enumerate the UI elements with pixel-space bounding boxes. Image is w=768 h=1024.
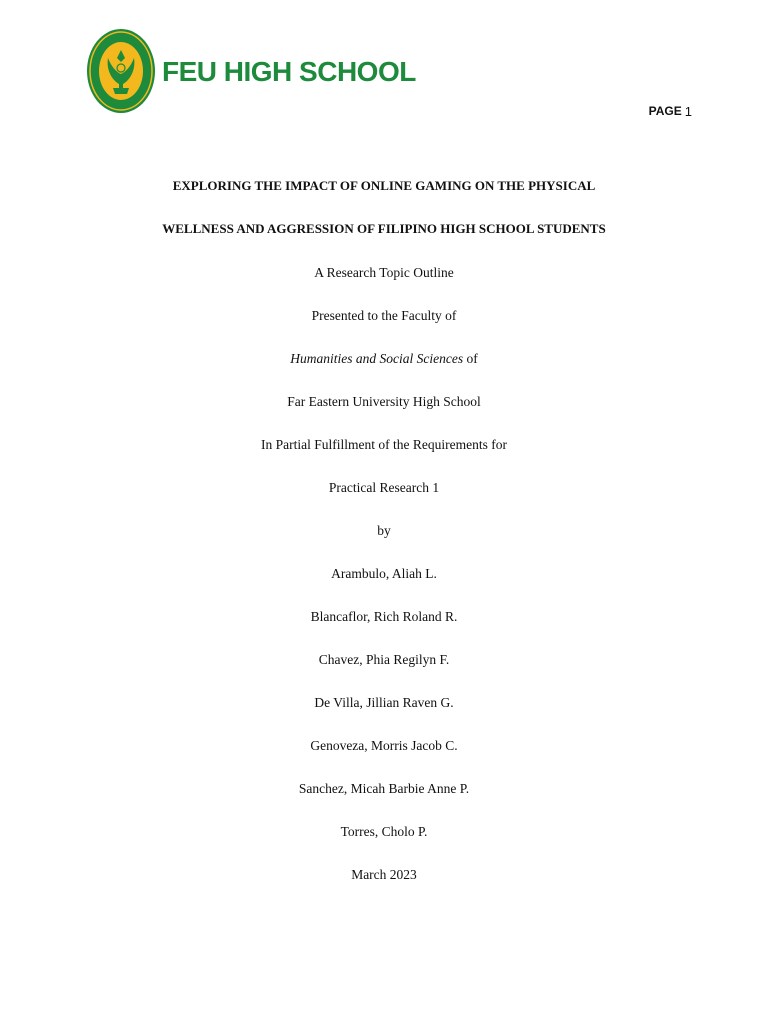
author-name: Torres, Cholo P.	[340, 824, 428, 839]
by-label: by	[377, 523, 391, 538]
title-line-2: WELLNESS AND AGGRESSION OF FILIPINO HIGH SCHOOL STUDENTS	[162, 221, 606, 236]
document-kind: A Research Topic Outline	[314, 265, 454, 280]
page-word: PAGE	[648, 104, 682, 118]
author-name: Chavez, Phia Regilyn F.	[318, 652, 450, 667]
author-name: Arambulo, Aliah L.	[331, 566, 437, 581]
institution: Far Eastern University High School	[287, 394, 481, 409]
course-name: Practical Research 1	[328, 480, 440, 495]
author-name: Sanchez, Micah Barbie Anne P.	[298, 781, 470, 796]
author-name: Genoveza, Morris Jacob C.	[310, 738, 458, 753]
brand-name: FEU HIGH SCHOOL	[162, 56, 416, 87]
presented-to: Presented to the Faculty of	[311, 308, 457, 323]
feu-logo	[86, 28, 426, 116]
fulfillment-statement: In Partial Fulfillment of the Requirements for	[261, 437, 507, 452]
page-number: 1	[684, 104, 692, 119]
submission-date: March 2023	[351, 867, 417, 882]
faculty-suffix: of	[463, 351, 478, 366]
feu-seal-icon	[86, 28, 156, 114]
author-name: De Villa, Jillian Raven G.	[314, 695, 454, 710]
author-name: Blancaflor, Rich Roland R.	[310, 609, 458, 624]
faculty-name: Humanities and Social Sciences	[290, 351, 464, 366]
page-indicator	[649, 103, 692, 118]
faculty-line	[0, 350, 768, 368]
title-line-1: EXPLORING THE IMPACT OF ONLINE GAMING ON THE PHYSICAL	[172, 178, 596, 193]
